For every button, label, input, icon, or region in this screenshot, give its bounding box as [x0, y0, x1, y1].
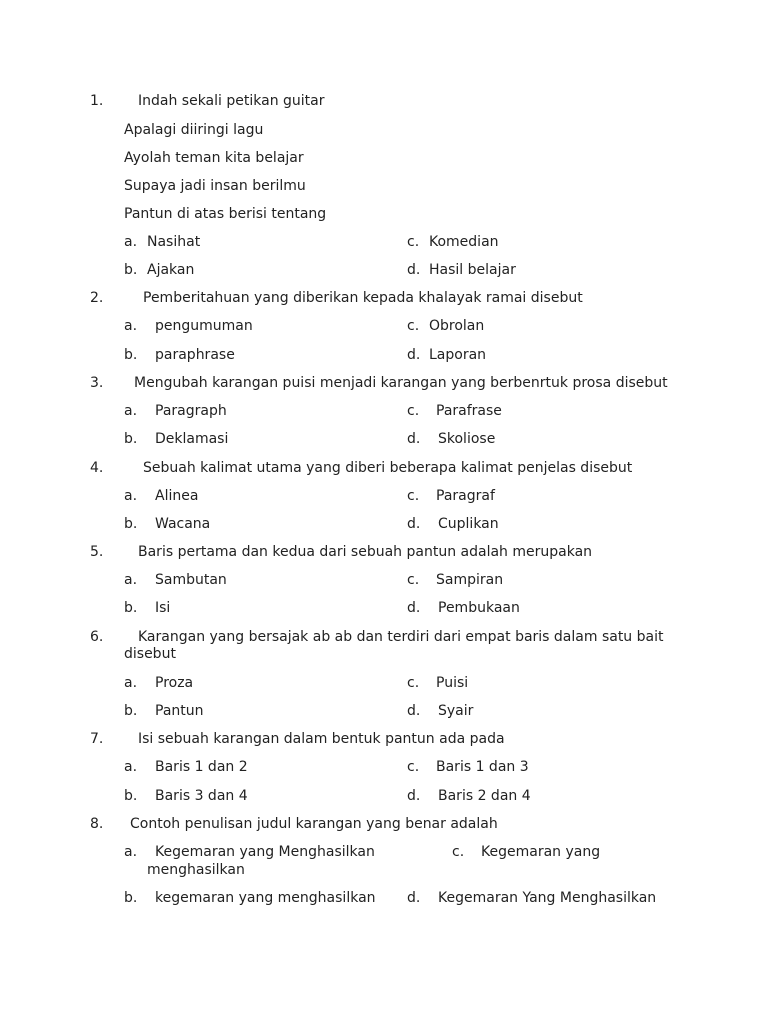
- option-c-letter: c.: [407, 234, 420, 250]
- option-c-letter: c.: [407, 675, 420, 691]
- option-a-text: pengumuman: [155, 318, 253, 334]
- option-c-text: Obrolan: [429, 318, 485, 334]
- option-d-text: Cuplikan: [438, 516, 499, 532]
- option-b-letter: b.: [124, 703, 138, 719]
- option-d-text: Syair: [438, 703, 474, 719]
- option-d-letter: d.: [407, 262, 421, 278]
- question-text: Mengubah karangan puisi menjadi karangan yang berbenrtuk prosa disebut: [134, 375, 668, 391]
- option-d-text: Skoliose: [438, 431, 496, 447]
- option-d-text: Hasil belajar: [429, 262, 516, 278]
- option-d-letter: d.: [407, 516, 421, 532]
- option-a-letter: a.: [124, 572, 138, 588]
- option-d-letter: d.: [407, 703, 421, 719]
- question-number: 3.: [90, 375, 104, 391]
- question-text: Sebuah kalimat utama yang diberi beberapa kalimat penjelas disebut: [143, 460, 633, 476]
- option-b-text: kegemaran yang menghasilkan: [155, 890, 376, 906]
- option-b-text: Isi: [155, 600, 171, 616]
- question-text: Pemberitahuan yang diberikan kepada khalayak ramai disebut: [143, 290, 583, 306]
- question-text: Indah sekali petikan guitar: [138, 93, 325, 109]
- pantun-line: Supaya jadi insan berilmu: [124, 178, 306, 194]
- option-c-text-continuation: menghasilkan: [147, 862, 245, 878]
- option-b-letter: b.: [124, 600, 138, 616]
- option-c-letter: c.: [407, 759, 420, 775]
- option-a-text: Alinea: [155, 488, 199, 504]
- question-prompt: Pantun di atas berisi tentang: [124, 206, 327, 222]
- option-b-text: Pantun: [155, 703, 204, 719]
- question-number: 5.: [90, 544, 104, 560]
- option-b-text: Baris 3 dan 4: [155, 788, 248, 804]
- option-a-text: Kegemaran yang Menghasilkan: [155, 844, 375, 860]
- option-c-text: Komedian: [429, 234, 499, 250]
- option-b-letter: b.: [124, 788, 138, 804]
- option-a-text: Sambutan: [155, 572, 227, 588]
- option-a-letter: a.: [124, 318, 138, 334]
- option-d-text: Laporan: [429, 347, 487, 363]
- option-b-text: Wacana: [155, 516, 211, 532]
- option-a-text: Paragraph: [155, 403, 227, 419]
- option-c-letter: c.: [452, 844, 465, 860]
- option-d-letter: d.: [407, 431, 421, 447]
- option-d-letter: d.: [407, 890, 421, 906]
- option-b-text: Ajakan: [147, 262, 195, 278]
- option-b-text: Deklamasi: [155, 431, 229, 447]
- option-d-letter: d.: [407, 600, 421, 616]
- option-d-text: Kegemaran Yang Menghasilkan: [438, 890, 657, 906]
- option-a-text: Baris 1 dan 2: [155, 759, 248, 775]
- question-number: 4.: [90, 460, 104, 476]
- option-a-letter: a.: [124, 403, 138, 419]
- option-d-text: Pembukaan: [438, 600, 520, 616]
- question-text: Karangan yang bersajak ab ab dan terdiri dari empat baris dalam satu bait: [138, 629, 664, 645]
- question-number: 8.: [90, 816, 104, 832]
- option-b-letter: b.: [124, 262, 138, 278]
- option-c-text: Parafrase: [436, 403, 502, 419]
- question-text: Baris pertama dan kedua dari sebuah pantun adalah merupakan: [138, 544, 593, 560]
- option-a-text: Nasihat: [147, 234, 201, 250]
- question-number: 2.: [90, 290, 104, 306]
- option-a-text: Proza: [155, 675, 194, 691]
- question-text-continuation: disebut: [124, 646, 176, 662]
- option-a-letter: a.: [124, 759, 138, 775]
- option-c-text: Paragraf: [436, 488, 495, 504]
- option-a-letter: a.: [124, 234, 138, 250]
- option-a-letter: a.: [124, 488, 138, 504]
- pantun-line: Ayolah teman kita belajar: [124, 150, 304, 166]
- question-number: 7.: [90, 731, 104, 747]
- option-b-letter: b.: [124, 347, 138, 363]
- option-c-text: Baris 1 dan 3: [436, 759, 529, 775]
- option-c-letter: c.: [407, 318, 420, 334]
- option-d-letter: d.: [407, 347, 421, 363]
- option-b-letter: b.: [124, 431, 138, 447]
- option-b-letter: b.: [124, 890, 138, 906]
- option-c-text: Puisi: [436, 675, 469, 691]
- option-d-letter: d.: [407, 788, 421, 804]
- option-b-letter: b.: [124, 516, 138, 532]
- option-c-letter: c.: [407, 488, 420, 504]
- option-c-text: Sampiran: [436, 572, 504, 588]
- option-a-letter: a.: [124, 675, 138, 691]
- option-d-text: Baris 2 dan 4: [438, 788, 531, 804]
- question-number: 1.: [90, 93, 104, 109]
- option-c-text: Kegemaran yang: [481, 844, 601, 860]
- pantun-line: Apalagi diiringi lagu: [124, 122, 264, 138]
- option-b-text: paraphrase: [155, 347, 235, 363]
- option-c-letter: c.: [407, 572, 420, 588]
- option-c-letter: c.: [407, 403, 420, 419]
- option-a-letter: a.: [124, 844, 138, 860]
- question-number: 6.: [90, 629, 104, 645]
- question-text: Contoh penulisan judul karangan yang benar adalah: [130, 816, 498, 832]
- question-text: Isi sebuah karangan dalam bentuk pantun ada pada: [138, 731, 505, 747]
